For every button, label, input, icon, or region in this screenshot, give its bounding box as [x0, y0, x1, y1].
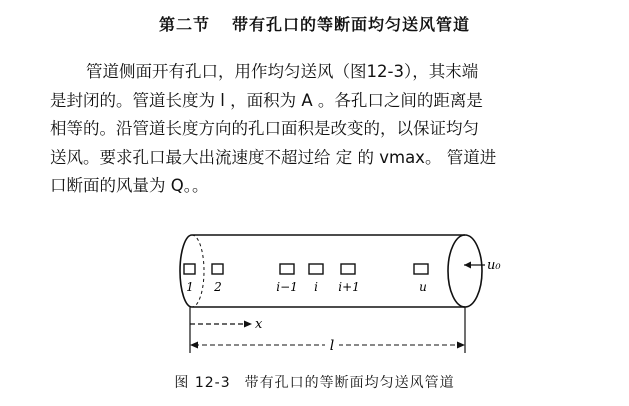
body-paragraph	[50, 58, 610, 201]
inlet-velocity-label: u₀	[487, 258, 501, 273]
hole-i	[309, 264, 323, 274]
paragraph-line: 相等的。沿管道长度方向的孔口面积是改变的，以保证均匀	[50, 119, 479, 138]
x-label: x	[255, 317, 263, 332]
x-arrow-head	[244, 321, 252, 328]
section-heading	[0, 12, 629, 35]
hole-label: u	[419, 280, 427, 294]
length-label: l	[329, 338, 335, 354]
hole-i-plus-1	[341, 264, 355, 274]
paragraph-line: 是封闭的。管道长度为 l ，面积为 A 。各孔口之间的距离是	[50, 90, 483, 110]
hole-i-minus-1	[280, 264, 294, 274]
hole-label: 2	[214, 280, 222, 294]
paragraph-line: 管道侧面开有孔口，用作均匀送风（图12-3），其末端	[86, 62, 479, 81]
inlet-arrow-head	[464, 262, 471, 269]
figure-caption	[0, 372, 629, 392]
paragraph-line: 送风。要求孔口最大出流速度不超过给 定 的 vmax。 管道进	[50, 147, 497, 167]
figure-title: 带有孔口的等断面均匀送风管道	[244, 375, 455, 391]
duct-figure	[160, 225, 530, 375]
hole-1	[184, 264, 195, 274]
length-arrow-left	[190, 342, 198, 349]
figure-number: 图 12-3	[174, 375, 231, 391]
hole-label: i−1	[276, 280, 298, 294]
hole-label: 1	[186, 280, 194, 294]
hole-u	[414, 264, 428, 274]
section-title: 带有孔口的等断面均匀送风管道	[232, 15, 471, 34]
hole-label: i+1	[338, 280, 360, 294]
hole-label: i	[314, 280, 318, 294]
duct-diagram	[160, 225, 530, 375]
duct-inlet-end	[448, 235, 482, 307]
length-arrow-right	[457, 342, 465, 349]
paragraph-line: 口断面的风量为 Q。。	[50, 176, 209, 195]
section-number: 第二节	[158, 15, 210, 34]
hole-2	[212, 264, 223, 274]
